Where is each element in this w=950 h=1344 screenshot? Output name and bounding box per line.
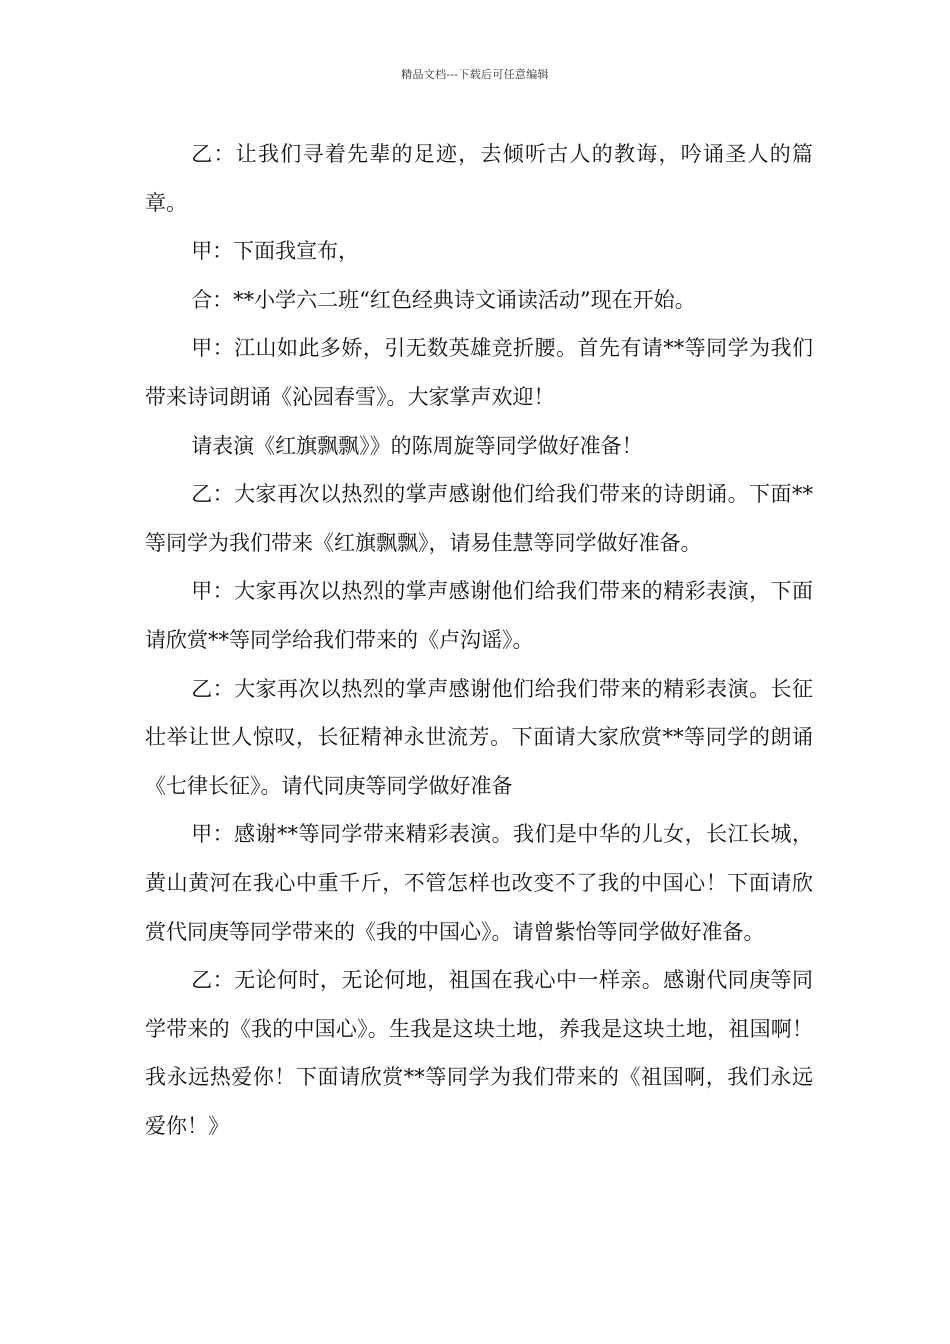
paragraph: 甲：江山如此多娇，引无数英雄竞折腰。首先有请**等同学为我们带来诗词朗诵《沁园春雪》。大家掌声欢迎！ — [145, 336, 813, 409]
document-body — [145, 130, 813, 1150]
paragraph: 乙：大家再次以热烈的掌声感谢他们给我们带来的诗朗诵。下面**等同学为我们带来《红旗飘飘》，请易佳慧等同学做好准备。 — [145, 482, 813, 555]
paragraph: 甲：感谢**等同学带来精彩表演。我们是中华的儿女，长江长城，黄山黄河在我心中重千斤，不管怎样也改变不了我的中国心！下面请欣赏代同庚等同学带来的《我的中国心》。请曾紫怡等同学做好准备。 — [145, 822, 813, 944]
paragraph: 乙：大家再次以热烈的掌声感谢他们给我们带来的精彩表演。长征壮举让世人惊叹，长征精神永世流芳。下面请大家欣赏**等同学的朗诵《七律长征》。请代同庚等同学做好准备 — [145, 676, 813, 798]
page-header: 精品文档---下载后可任意编辑 — [401, 68, 549, 81]
paragraph: 甲：大家再次以热烈的掌声感谢他们给我们带来的精彩表演，下面请欣赏**等同学给我们带来的《卢沟谣》。 — [145, 579, 813, 652]
paragraph: 乙：无论何时，无论何地，祖国在我心中一样亲。感谢代同庚等同学带来的《我的中国心》。生我是这块土地，养我是这块土地，祖国啊！我永远热爱你！下面请欣赏**等同学为我们带来的《祖国啊，我们永远爱你！》 — [145, 968, 813, 1138]
paragraph: 请表演《红旗飘飘》》的陈周旋等同学做好准备！ — [191, 433, 643, 458]
paragraph: 合：**小学六二班“红色经典诗文诵读活动”现在开始。 — [191, 287, 696, 312]
paragraph: 乙：让我们寻着先辈的足迹，去倾听古人的教诲，吟诵圣人的篇章。 — [145, 142, 813, 215]
paragraph: 甲：下面我宣布， — [191, 239, 360, 264]
